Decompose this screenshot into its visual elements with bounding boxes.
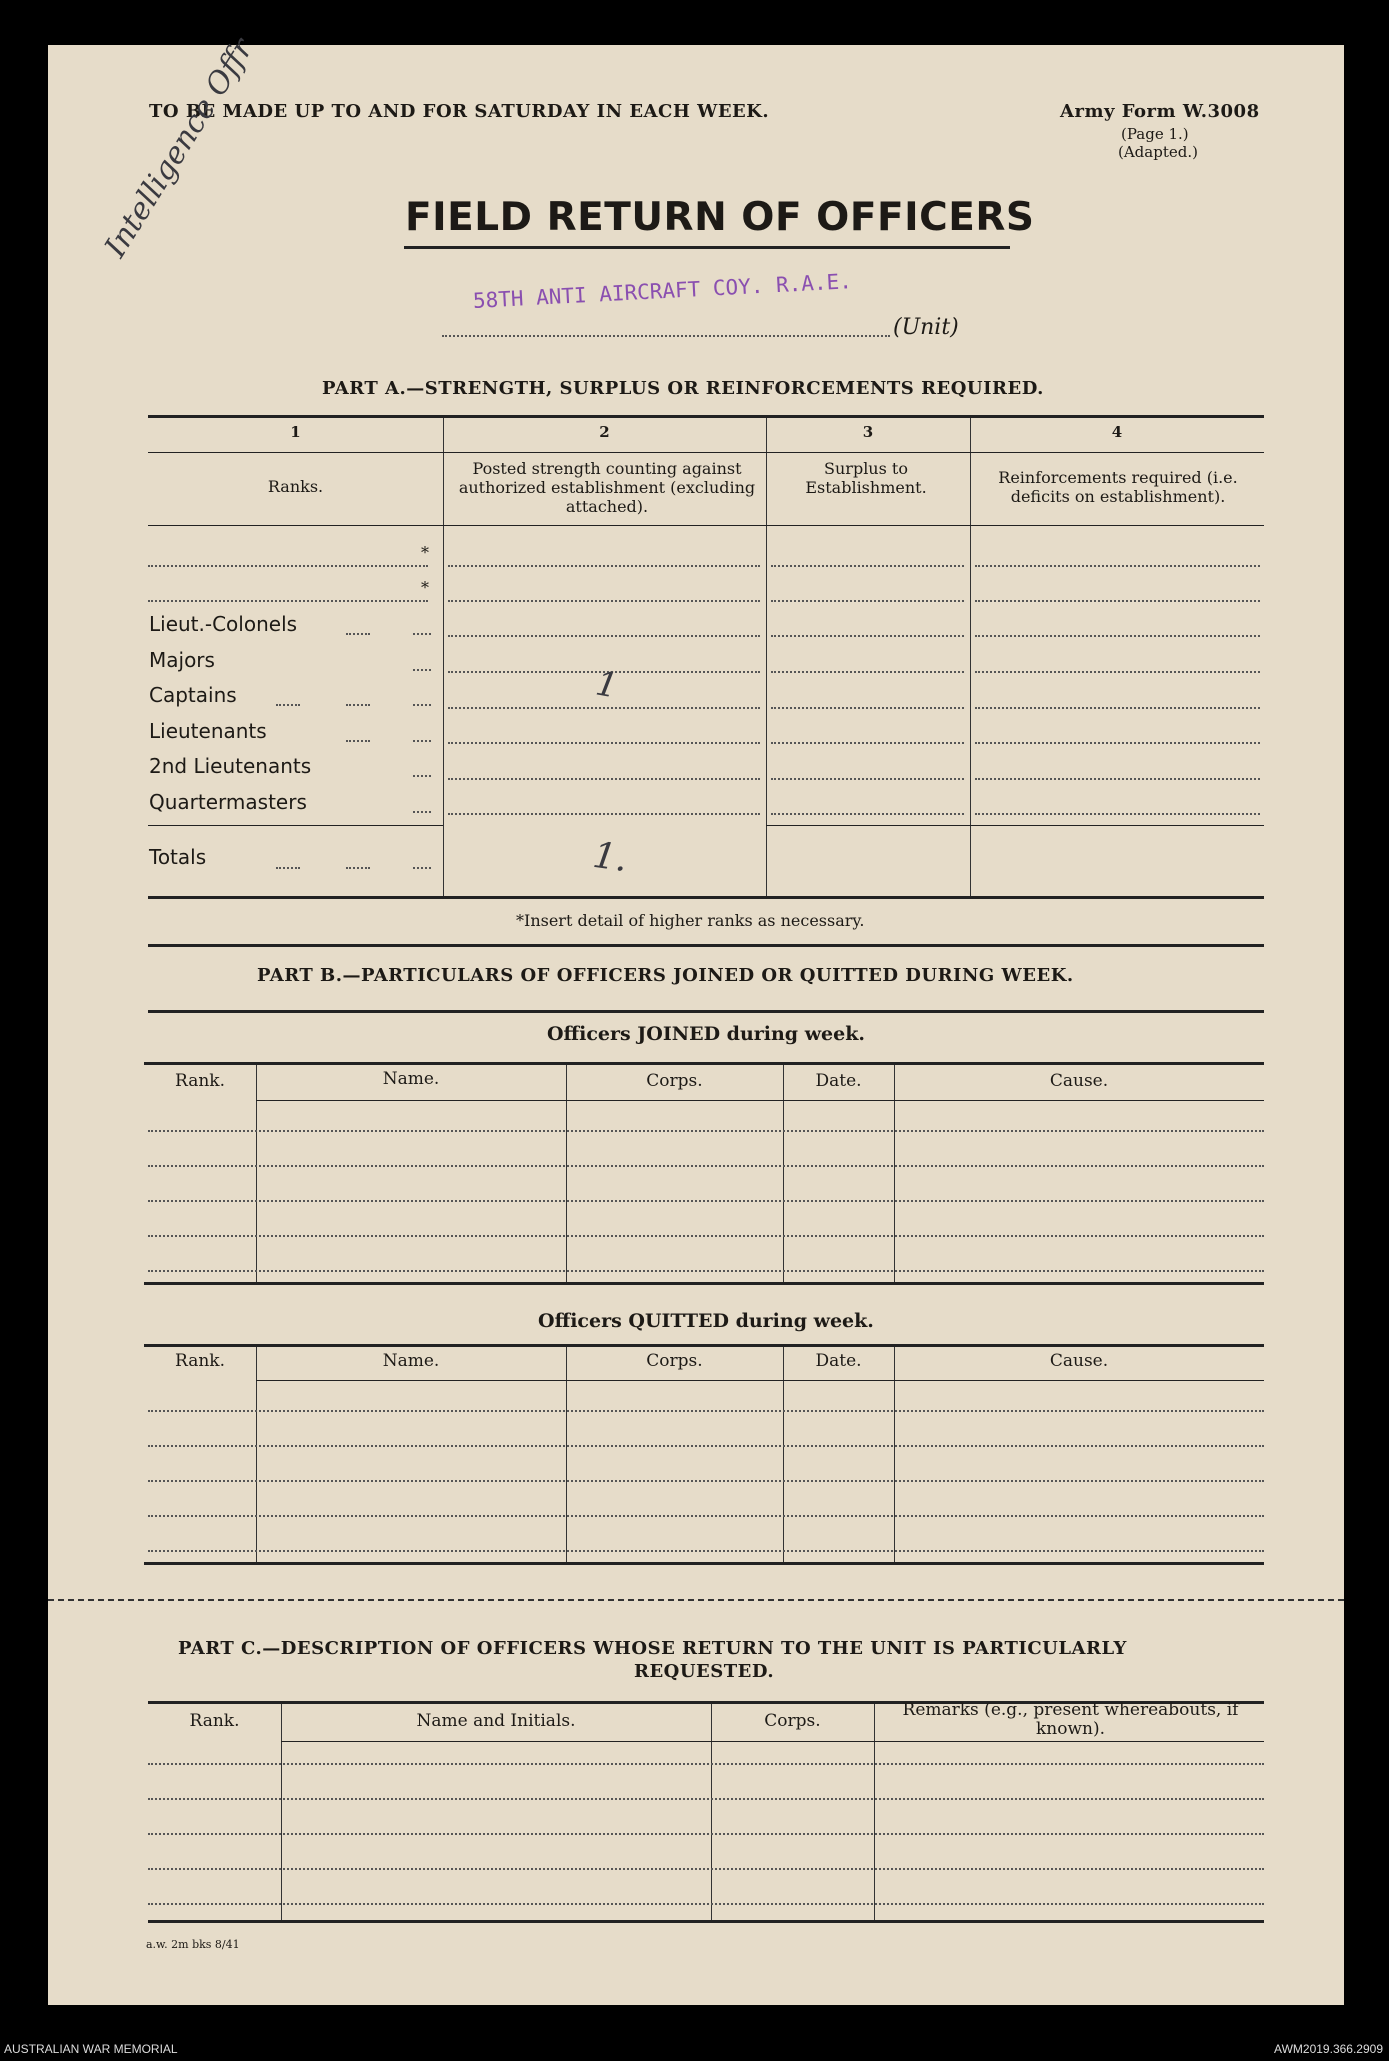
joined-col-cause: Cause. <box>1049 1071 1109 1091</box>
rank-majors: Majors <box>149 648 215 672</box>
form-page <box>48 32 1344 2005</box>
joined-col-rank: Rank. <box>175 1071 225 1091</box>
part-c-col-rank: Rank. <box>189 1711 240 1731</box>
quitted-col-date: Date. <box>815 1351 862 1371</box>
asterisk-row-2: * <box>421 578 429 597</box>
col-1-number: 1 <box>290 423 301 441</box>
joined-col-corps: Corps. <box>646 1071 703 1091</box>
col-2-header: Posted strength counting against authorized establishment (excluding attached). <box>458 459 756 516</box>
col-4-number: 4 <box>1111 423 1123 441</box>
rank-quartermasters: Quartermasters <box>149 790 307 814</box>
quitted-title: Officers QUITTED during week. <box>538 1310 874 1332</box>
col-4-header: Reinforcements required (i.e. deficits on establishment). <box>998 468 1238 506</box>
asterisk-row-1: * <box>421 543 429 562</box>
form-page-number: (Page 1.) <box>1121 125 1189 143</box>
quitted-col-cause: Cause. <box>1049 1351 1109 1371</box>
unit-stamp: 58TH ANTI AIRCRAFT COY. R.A.E. <box>472 269 853 313</box>
rank-2nd-lieutenants: 2nd Lieutenants <box>149 754 312 778</box>
print-code: a.w. 2m bks 8/41 <box>146 1938 240 1951</box>
part-c-heading-line2: REQUESTED. <box>634 1661 775 1682</box>
footer-archive-name: AUSTRALIAN WAR MEMORIAL <box>4 2042 178 2056</box>
rank-captains: Captains <box>149 683 237 707</box>
instruction-text: TO BE MADE UP TO AND FOR SATURDAY IN EACH WEEK. <box>149 101 770 122</box>
part-c-col-corps: Corps. <box>764 1711 821 1731</box>
part-b-heading: PART B.—PARTICULARS OF OFFICERS JOINED OR QUITTED DURING WEEK. <box>257 965 1074 986</box>
part-a-heading: PART A.—STRENGTH, SURPLUS OR REINFORCEMENTS REQUIRED. <box>322 378 1044 399</box>
footer-archive-id: AWM2019.366.2909 <box>1274 2042 1383 2056</box>
joined-col-name: Name. <box>382 1069 440 1089</box>
captains-strength-value: 1 <box>592 663 621 707</box>
part-c-heading-line1: PART C.—DESCRIPTION OF OFFICERS WHOSE RETURN TO THE UNIT IS PARTICULARLY <box>178 1638 1127 1659</box>
col-3-header: Surplus to Establishment. <box>805 459 927 497</box>
quitted-col-rank: Rank. <box>175 1351 225 1371</box>
quitted-col-corps: Corps. <box>646 1351 703 1371</box>
form-number: Army Form W.3008 <box>1060 101 1260 122</box>
quitted-col-name: Name. <box>382 1351 440 1371</box>
unit-label: (Unit) <box>893 315 959 340</box>
rank-lieut-colonels: Lieut.-Colonels <box>149 612 298 636</box>
handwritten-note: Intelligence Offr <box>98 32 261 264</box>
joined-col-date: Date. <box>815 1071 862 1091</box>
joined-title: Officers JOINED during week. <box>546 1023 866 1045</box>
form-adapted: (Adapted.) <box>1118 143 1198 161</box>
part-c-col-remarks: Remarks (e.g., present whereabouts, if known). <box>902 1700 1239 1739</box>
part-a-footnote: *Insert detail of higher ranks as necessary. <box>516 911 865 930</box>
col-2-number: 2 <box>599 423 610 441</box>
col-1-header: Ranks. <box>267 477 324 496</box>
col-3-number: 3 <box>862 423 874 441</box>
form-title: FIELD RETURN OF OFFICERS <box>405 195 1035 240</box>
totals-label: Totals <box>149 845 207 869</box>
rank-lieutenants: Lieutenants <box>149 719 267 743</box>
part-c-col-name: Name and Initials. <box>416 1711 576 1731</box>
totals-strength-value: 1. <box>590 834 631 881</box>
